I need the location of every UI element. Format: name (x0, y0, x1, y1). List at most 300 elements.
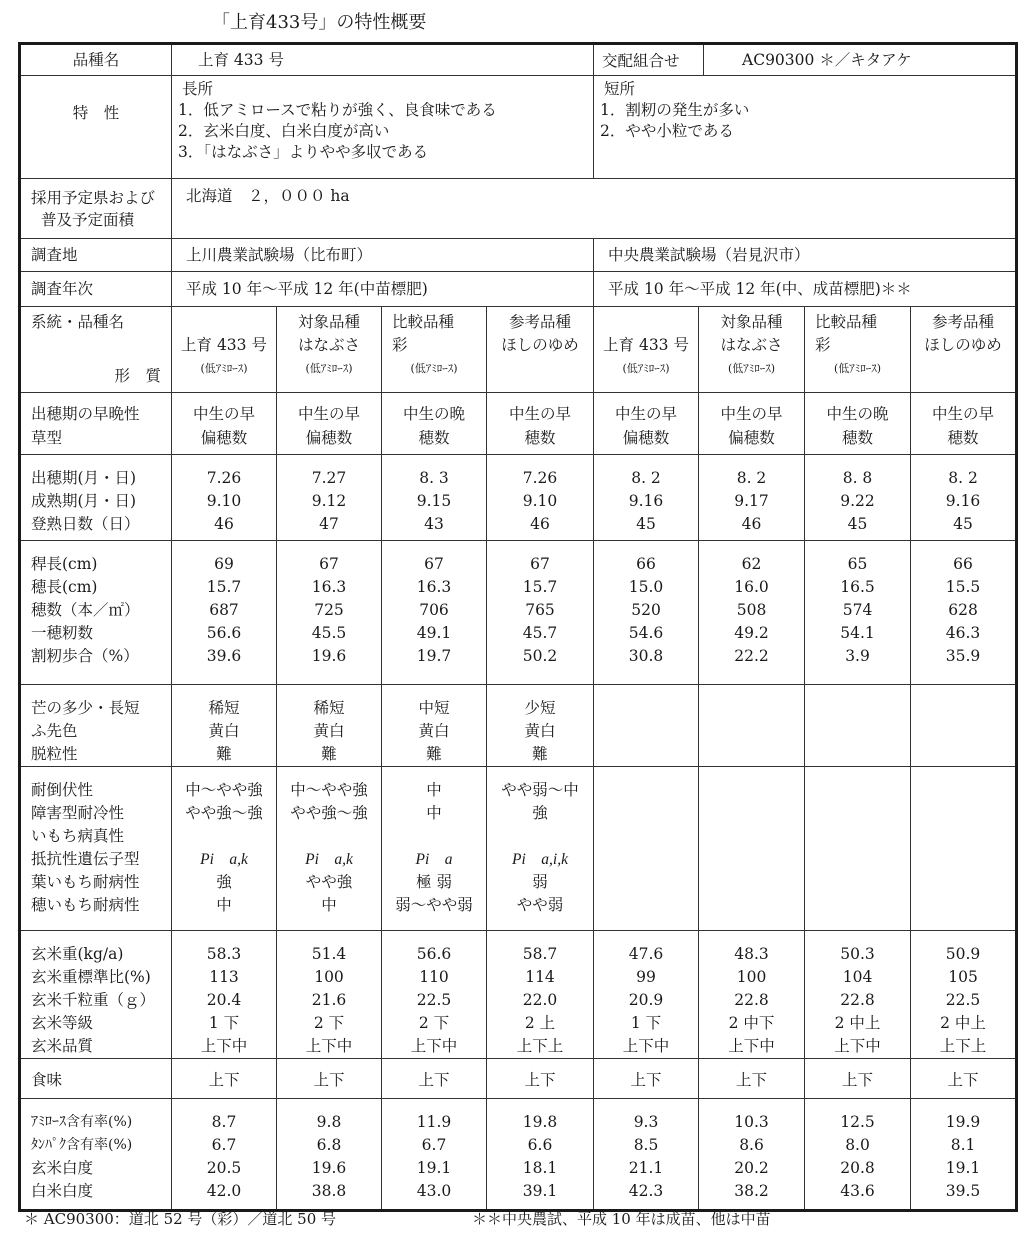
footnote-ac90300: ＊ AC90300：道北 52 号（彩）／道北 50 号 (24, 1210, 337, 1228)
value-cell (699, 685, 805, 767)
trait-value: 46.3 (945, 624, 981, 642)
trait-value: 1 下 (630, 1014, 662, 1032)
cross-value: AC90300 ＊／キタアケ (742, 51, 912, 69)
trait-label: 稈長(cm) (31, 555, 98, 573)
trait-value (917, 802, 1009, 825)
trait-value: 100 (736, 968, 767, 986)
trait-value: 8.0 (845, 1136, 870, 1154)
value-cell (594, 767, 699, 931)
column-header-1 (277, 307, 382, 393)
trait-value: 中生の早 (720, 405, 783, 423)
trait-value (917, 871, 1009, 894)
trait-value: 22.8 (840, 991, 875, 1009)
site-label: 調査地 (20, 239, 172, 272)
trait-label: 耐倒伏性 (31, 781, 94, 799)
trait-value: 偏穂数 (728, 429, 775, 447)
value-cell (172, 685, 277, 767)
value-cell (172, 931, 277, 1059)
trait-value: 偏穂数 (305, 429, 353, 447)
value-cell (277, 931, 382, 1059)
trait-value (600, 802, 692, 825)
column-role: 参考品種 (509, 313, 572, 331)
value-cell (487, 1059, 594, 1099)
trait-value: 104 (842, 968, 873, 986)
trait-label: 抵抗性遺伝子型 (31, 850, 140, 868)
section-row (20, 541, 1017, 685)
trait-value: 22.5 (416, 991, 452, 1009)
trait-value: 6.7 (421, 1136, 447, 1154)
trait-value: やや強～強 (290, 804, 368, 822)
trait-value: 偏穂数 (200, 429, 248, 447)
section-labels (20, 767, 172, 931)
trait-value: 113 (209, 968, 239, 986)
trait-value: 9.16 (945, 492, 981, 510)
column-amylose-note: (低ｱﾐﾛｰｽ) (622, 362, 670, 375)
trait-label: 玄米品質 (31, 1037, 94, 1055)
trait-value: 520 (631, 601, 661, 619)
trait-value: 45 (847, 515, 868, 533)
adoption-label-line: 普及予定面積 (41, 211, 135, 229)
trait-value: 穂数 (947, 429, 979, 447)
trait-value: 6.6 (527, 1136, 553, 1154)
trait-value: やや弱 (516, 896, 564, 914)
variety-label: 品種名 (20, 44, 172, 76)
trait-value: 少短 (524, 699, 556, 717)
trait-value: 12.5 (840, 1113, 875, 1131)
trait-value: 35.9 (945, 647, 981, 665)
trait-value (917, 720, 1009, 743)
trait-value: 2 中下 (728, 1014, 775, 1032)
value-cell (487, 1099, 594, 1211)
trait-value: 9.22 (840, 492, 875, 510)
trait-value (917, 894, 1009, 917)
trait-value: 51.4 (311, 945, 347, 963)
trait-value: 1 下 (208, 1014, 240, 1032)
trait-value: 65 (847, 555, 868, 573)
column-header-0 (172, 307, 277, 393)
trait-value: 8. 2 (736, 469, 767, 487)
value-cell (805, 455, 911, 541)
trait-label: 玄米等級 (31, 1014, 94, 1032)
section-row (20, 1099, 1017, 1211)
cross-label: 交配組合せ (594, 45, 704, 75)
trait-label: 穂数（本／㎡） (31, 601, 140, 619)
years-label: 調査年次 (20, 272, 172, 307)
site-chuo: 中央農業試験場（岩見沢市） (594, 239, 1017, 272)
trait-value: 22.5 (945, 991, 981, 1009)
trait-label: 玄米千粒重（ｇ） (31, 991, 156, 1009)
adoption-label (20, 179, 172, 239)
value-cell (487, 685, 594, 767)
value-cell (277, 1099, 382, 1211)
value-cell (699, 1099, 805, 1211)
trait-value: 56.6 (416, 945, 452, 963)
trait-value: 15.7 (206, 578, 242, 596)
value-cell (911, 931, 1017, 1059)
trait-value: 50.9 (945, 945, 981, 963)
trait-value: 9.17 (734, 492, 769, 510)
trait-value: 628 (948, 601, 978, 619)
value-cell (911, 685, 1017, 767)
value-cell (487, 393, 594, 455)
trait-value: 上下中 (305, 1037, 353, 1055)
trait-value: 50.2 (522, 647, 558, 665)
trait-value: 8.5 (633, 1136, 659, 1154)
trait-label: 出穂期の早晩性 (31, 405, 140, 423)
strain-label: 系統・品種名 (31, 313, 125, 331)
traits-label: 特 性 (20, 76, 172, 179)
trait-value: 黄白 (208, 722, 240, 740)
trait-value: 47.6 (628, 945, 664, 963)
trait-value: 15.5 (945, 578, 981, 596)
trait-value: 21.6 (311, 991, 347, 1009)
trait-value: 上下 (842, 1071, 874, 1089)
column-variety-name: 上育 433 号 (181, 336, 267, 354)
trait-value: 強 (216, 873, 232, 891)
trait-value: 中 (216, 896, 232, 914)
trait-value: 105 (948, 968, 978, 986)
trait-value (705, 720, 798, 743)
column-header-2 (382, 307, 487, 393)
column-amylose-note: (低ｱﾐﾛｰｽ) (305, 362, 353, 375)
trait-label: 出穂期(月・日) (31, 469, 137, 487)
merit-item: 1．低アミロースで粘りが強く、良食味である (178, 101, 497, 119)
trait-value: 8. 8 (842, 469, 873, 487)
trait-value: 39.1 (522, 1182, 558, 1200)
value-cell (805, 685, 911, 767)
trait-value: 中生の晩 (402, 405, 465, 423)
trait-value: 黄白 (524, 722, 556, 740)
trait-value: 中生の早 (192, 405, 255, 423)
trait-value: 19.9 (945, 1113, 981, 1131)
value-cell (277, 1059, 382, 1099)
trait-value: Pi a,k (305, 851, 353, 868)
trait-value: 54.6 (628, 624, 664, 642)
trait-value: Pi a,k (200, 851, 248, 868)
trait-value (705, 743, 798, 766)
section-labels (20, 541, 172, 685)
trait-value (811, 697, 904, 720)
trait-value: 3.9 (845, 647, 870, 665)
trait-value: 稀短 (313, 699, 345, 717)
trait-value (811, 871, 904, 894)
value-cell (699, 1059, 805, 1099)
trait-value: 穂数 (418, 429, 450, 447)
trait-value: 中生の早 (297, 405, 360, 423)
trait-value (388, 825, 480, 848)
value-cell (911, 1059, 1017, 1099)
trait-value: やや強 (305, 873, 353, 891)
trait-value: 穂数 (842, 429, 874, 447)
trait-value: 19.8 (522, 1113, 558, 1131)
value-cell (382, 931, 487, 1059)
trait-value: 中～やや強 (185, 781, 263, 799)
trait-value (600, 779, 692, 802)
trait-value: 中生の早 (932, 405, 995, 423)
trait-value: 67 (319, 555, 339, 573)
trait-value (917, 825, 1009, 848)
trait-value: 687 (209, 601, 239, 619)
trait-value (917, 743, 1009, 766)
section-labels (20, 1059, 172, 1099)
trait-value (283, 825, 375, 848)
trait-value (705, 825, 798, 848)
trait-value: 45.5 (311, 624, 347, 642)
trait-value (600, 825, 692, 848)
value-cell (172, 1059, 277, 1099)
column-variety-name: はなぶさ (297, 336, 360, 354)
trait-label: 芒の多少・長短 (31, 699, 140, 717)
value-cell (911, 393, 1017, 455)
site-row (20, 239, 1017, 272)
demerit-item: 1．割籾の発生が多い (600, 101, 750, 119)
trait-value: 15.0 (628, 578, 664, 596)
section-labels (20, 1099, 172, 1211)
trait-value (600, 697, 692, 720)
trait-value: 508 (736, 601, 767, 619)
trait-value (811, 894, 904, 917)
trait-value: 42.0 (206, 1182, 242, 1200)
site-kamikawa: 上川農業試験場（比布町） (172, 239, 594, 272)
value-cell (487, 931, 594, 1059)
years-row (20, 272, 1017, 307)
trait-value: 偏穂数 (622, 429, 670, 447)
trait-value: 上下中 (410, 1037, 458, 1055)
trait-value: 10.3 (734, 1113, 769, 1131)
trait-value: 9.10 (522, 492, 558, 510)
trait-value: 574 (842, 601, 873, 619)
section-row (20, 455, 1017, 541)
column-amylose-note (917, 357, 1009, 380)
trait-value: 49.1 (416, 624, 452, 642)
value-cell (277, 685, 382, 767)
trait-value: 66 (953, 555, 973, 573)
trait-value: 強 (532, 804, 548, 822)
value-cell (172, 455, 277, 541)
column-variety-name: 彩 (815, 336, 831, 354)
trait-label: 葉いもち耐病性 (31, 873, 140, 891)
trait-value: 706 (419, 601, 449, 619)
value-cell (487, 541, 594, 685)
trait-label: 割籾歩合（%） (31, 647, 139, 665)
trait-value: 46 (741, 515, 762, 533)
section-labels (20, 685, 172, 767)
trait-value (917, 697, 1009, 720)
trait-value: 9.8 (316, 1113, 342, 1131)
section-labels (20, 455, 172, 541)
trait-value: 9.3 (633, 1113, 659, 1131)
value-cell (805, 541, 911, 685)
value-cell (382, 541, 487, 685)
trait-value: 7.26 (522, 469, 558, 487)
characteristics-table (18, 42, 1018, 1212)
trait-value: 19.6 (311, 1159, 347, 1177)
trait-value: 15.7 (522, 578, 558, 596)
trait-value (811, 825, 904, 848)
trait-value: 50.3 (840, 945, 875, 963)
trait-value (178, 825, 270, 848)
trait-value: 7.27 (311, 469, 347, 487)
trait-label: 食味 (31, 1071, 63, 1089)
trait-value: 45.7 (522, 624, 558, 642)
trait-label: 形 質 (114, 367, 161, 385)
trait-value (705, 779, 798, 802)
value-cell (594, 1059, 699, 1099)
value-cell (172, 393, 277, 455)
column-variety-name: はなぶさ (720, 336, 783, 354)
variety-value: 上育 433 号 (172, 44, 594, 76)
trait-value: 難 (532, 745, 548, 763)
value-cell (487, 767, 594, 931)
trait-value: 67 (424, 555, 444, 573)
trait-label: 脱粒性 (31, 745, 78, 763)
trait-value: 19.6 (311, 647, 347, 665)
trait-value: 48.3 (734, 945, 769, 963)
trait-value: 18.1 (522, 1159, 558, 1177)
trait-value (705, 894, 798, 917)
column-role: 比較品種 (392, 313, 455, 331)
trait-label: 玄米重(kg/a) (31, 945, 124, 963)
trait-value: 2 中上 (834, 1014, 881, 1032)
trait-value (600, 871, 692, 894)
footnote-chuo: ＊＊中央農試、平成 10 年は成苗、他は中苗 (472, 1210, 771, 1228)
trait-value: 19.1 (945, 1159, 981, 1177)
trait-value: 99 (636, 968, 656, 986)
variety-row (20, 44, 1017, 76)
trait-value: 110 (419, 968, 449, 986)
trait-value (811, 848, 904, 871)
trait-value: 上下中 (728, 1037, 775, 1055)
trait-value: 7.26 (206, 469, 242, 487)
trait-label: 穂長(cm) (31, 578, 98, 596)
value-cell (277, 767, 382, 931)
adoption-value: 北海道 ２，０００ ha (172, 179, 1017, 239)
years-kamikawa: 平成 10 年～平成 12 年(中苗標肥) (172, 272, 594, 307)
trait-value: Pi a (415, 851, 453, 868)
value-cell (172, 767, 277, 931)
trait-value: 難 (216, 745, 232, 763)
trait-value: 114 (525, 968, 555, 986)
trait-value: やや弱～中 (501, 781, 579, 799)
demerits-heading: 短所 (604, 80, 636, 98)
trait-value: 49.2 (734, 624, 769, 642)
trait-value: 穂数 (524, 429, 556, 447)
trait-value: 2 下 (313, 1014, 345, 1032)
trait-value: 中短 (418, 699, 450, 717)
trait-value: 11.9 (416, 1113, 452, 1131)
value-cell (277, 393, 382, 455)
value-cell (699, 393, 805, 455)
trait-label: ﾀﾝﾊﾟｸ含有率(%) (31, 1137, 133, 1153)
trait-value: 46 (530, 515, 550, 533)
value-cell (911, 455, 1017, 541)
trait-value: 42.3 (628, 1182, 664, 1200)
value-cell (594, 685, 699, 767)
trait-value: 2 中上 (940, 1014, 986, 1032)
merit-item: 3．「はなぶさ」よりやや多収である (178, 143, 429, 161)
trait-value: 45 (953, 515, 973, 533)
trait-value: 難 (321, 745, 337, 763)
trait-value: 8. 3 (419, 469, 449, 487)
trait-value: 19.1 (416, 1159, 452, 1177)
column-header-label (20, 307, 172, 393)
trait-label: 一穂籾数 (31, 624, 94, 642)
column-role: 対象品種 (720, 313, 783, 331)
trait-value: 16.3 (416, 578, 452, 596)
trait-value: 67 (530, 555, 550, 573)
trait-value (917, 779, 1009, 802)
column-amylose-note: (低ｱﾐﾛｰｽ) (833, 362, 882, 375)
value-cell (487, 455, 594, 541)
trait-value: 中生の早 (509, 405, 572, 423)
trait-value: 22.2 (734, 647, 769, 665)
trait-value (493, 825, 587, 848)
section-row (20, 767, 1017, 931)
trait-value (811, 779, 904, 802)
trait-value: 46 (214, 515, 234, 533)
trait-value: 16.0 (734, 578, 769, 596)
trait-value: 中 (426, 781, 442, 799)
value-cell (594, 455, 699, 541)
section-row (20, 685, 1017, 767)
trait-label: 玄米重標準比(%) (31, 968, 151, 986)
trait-value: 66 (636, 555, 656, 573)
trait-value: 6.8 (316, 1136, 342, 1154)
column-header-6 (805, 307, 911, 393)
trait-value (705, 802, 798, 825)
column-header-3 (487, 307, 594, 393)
trait-value: 黄白 (418, 722, 450, 740)
value-cell (805, 393, 911, 455)
trait-value: 中 (426, 804, 442, 822)
trait-value: 20.4 (206, 991, 242, 1009)
trait-value: 上下 (524, 1071, 556, 1089)
trait-value: 8. 2 (948, 469, 978, 487)
trait-value: 725 (314, 601, 344, 619)
trait-value: 6.7 (211, 1136, 237, 1154)
trait-value: 58.7 (522, 945, 558, 963)
trait-value: 上下中 (834, 1037, 881, 1055)
trait-value: 38.2 (734, 1182, 769, 1200)
trait-value (705, 848, 798, 871)
column-role: 対象品種 (297, 313, 360, 331)
trait-value: 8. 2 (631, 469, 661, 487)
trait-value: 弱 (532, 873, 548, 891)
merits-cell (172, 76, 594, 179)
value-cell (805, 931, 911, 1059)
value-cell (699, 455, 805, 541)
trait-value: 2 上 (524, 1014, 556, 1032)
trait-value (600, 848, 692, 871)
value-cell (805, 1099, 911, 1211)
trait-value: 30.8 (628, 647, 664, 665)
trait-value: 9.16 (628, 492, 664, 510)
trait-value: 16.5 (840, 578, 875, 596)
trait-value: 上下 (418, 1071, 450, 1089)
trait-value: 47 (319, 515, 339, 533)
column-header-4 (594, 307, 699, 393)
trait-label: いもち病真性 (31, 827, 125, 845)
column-header-5 (699, 307, 805, 393)
trait-value (705, 697, 798, 720)
column-amylose-note: (低ｱﾐﾛｰｽ) (727, 362, 776, 375)
trait-value: 16.3 (311, 578, 347, 596)
value-cell (382, 685, 487, 767)
value-cell (382, 1099, 487, 1211)
trait-label: 登熟日数（日） (31, 515, 140, 533)
trait-label: 穂いもち耐病性 (31, 896, 140, 914)
trait-value: 38.8 (311, 1182, 347, 1200)
